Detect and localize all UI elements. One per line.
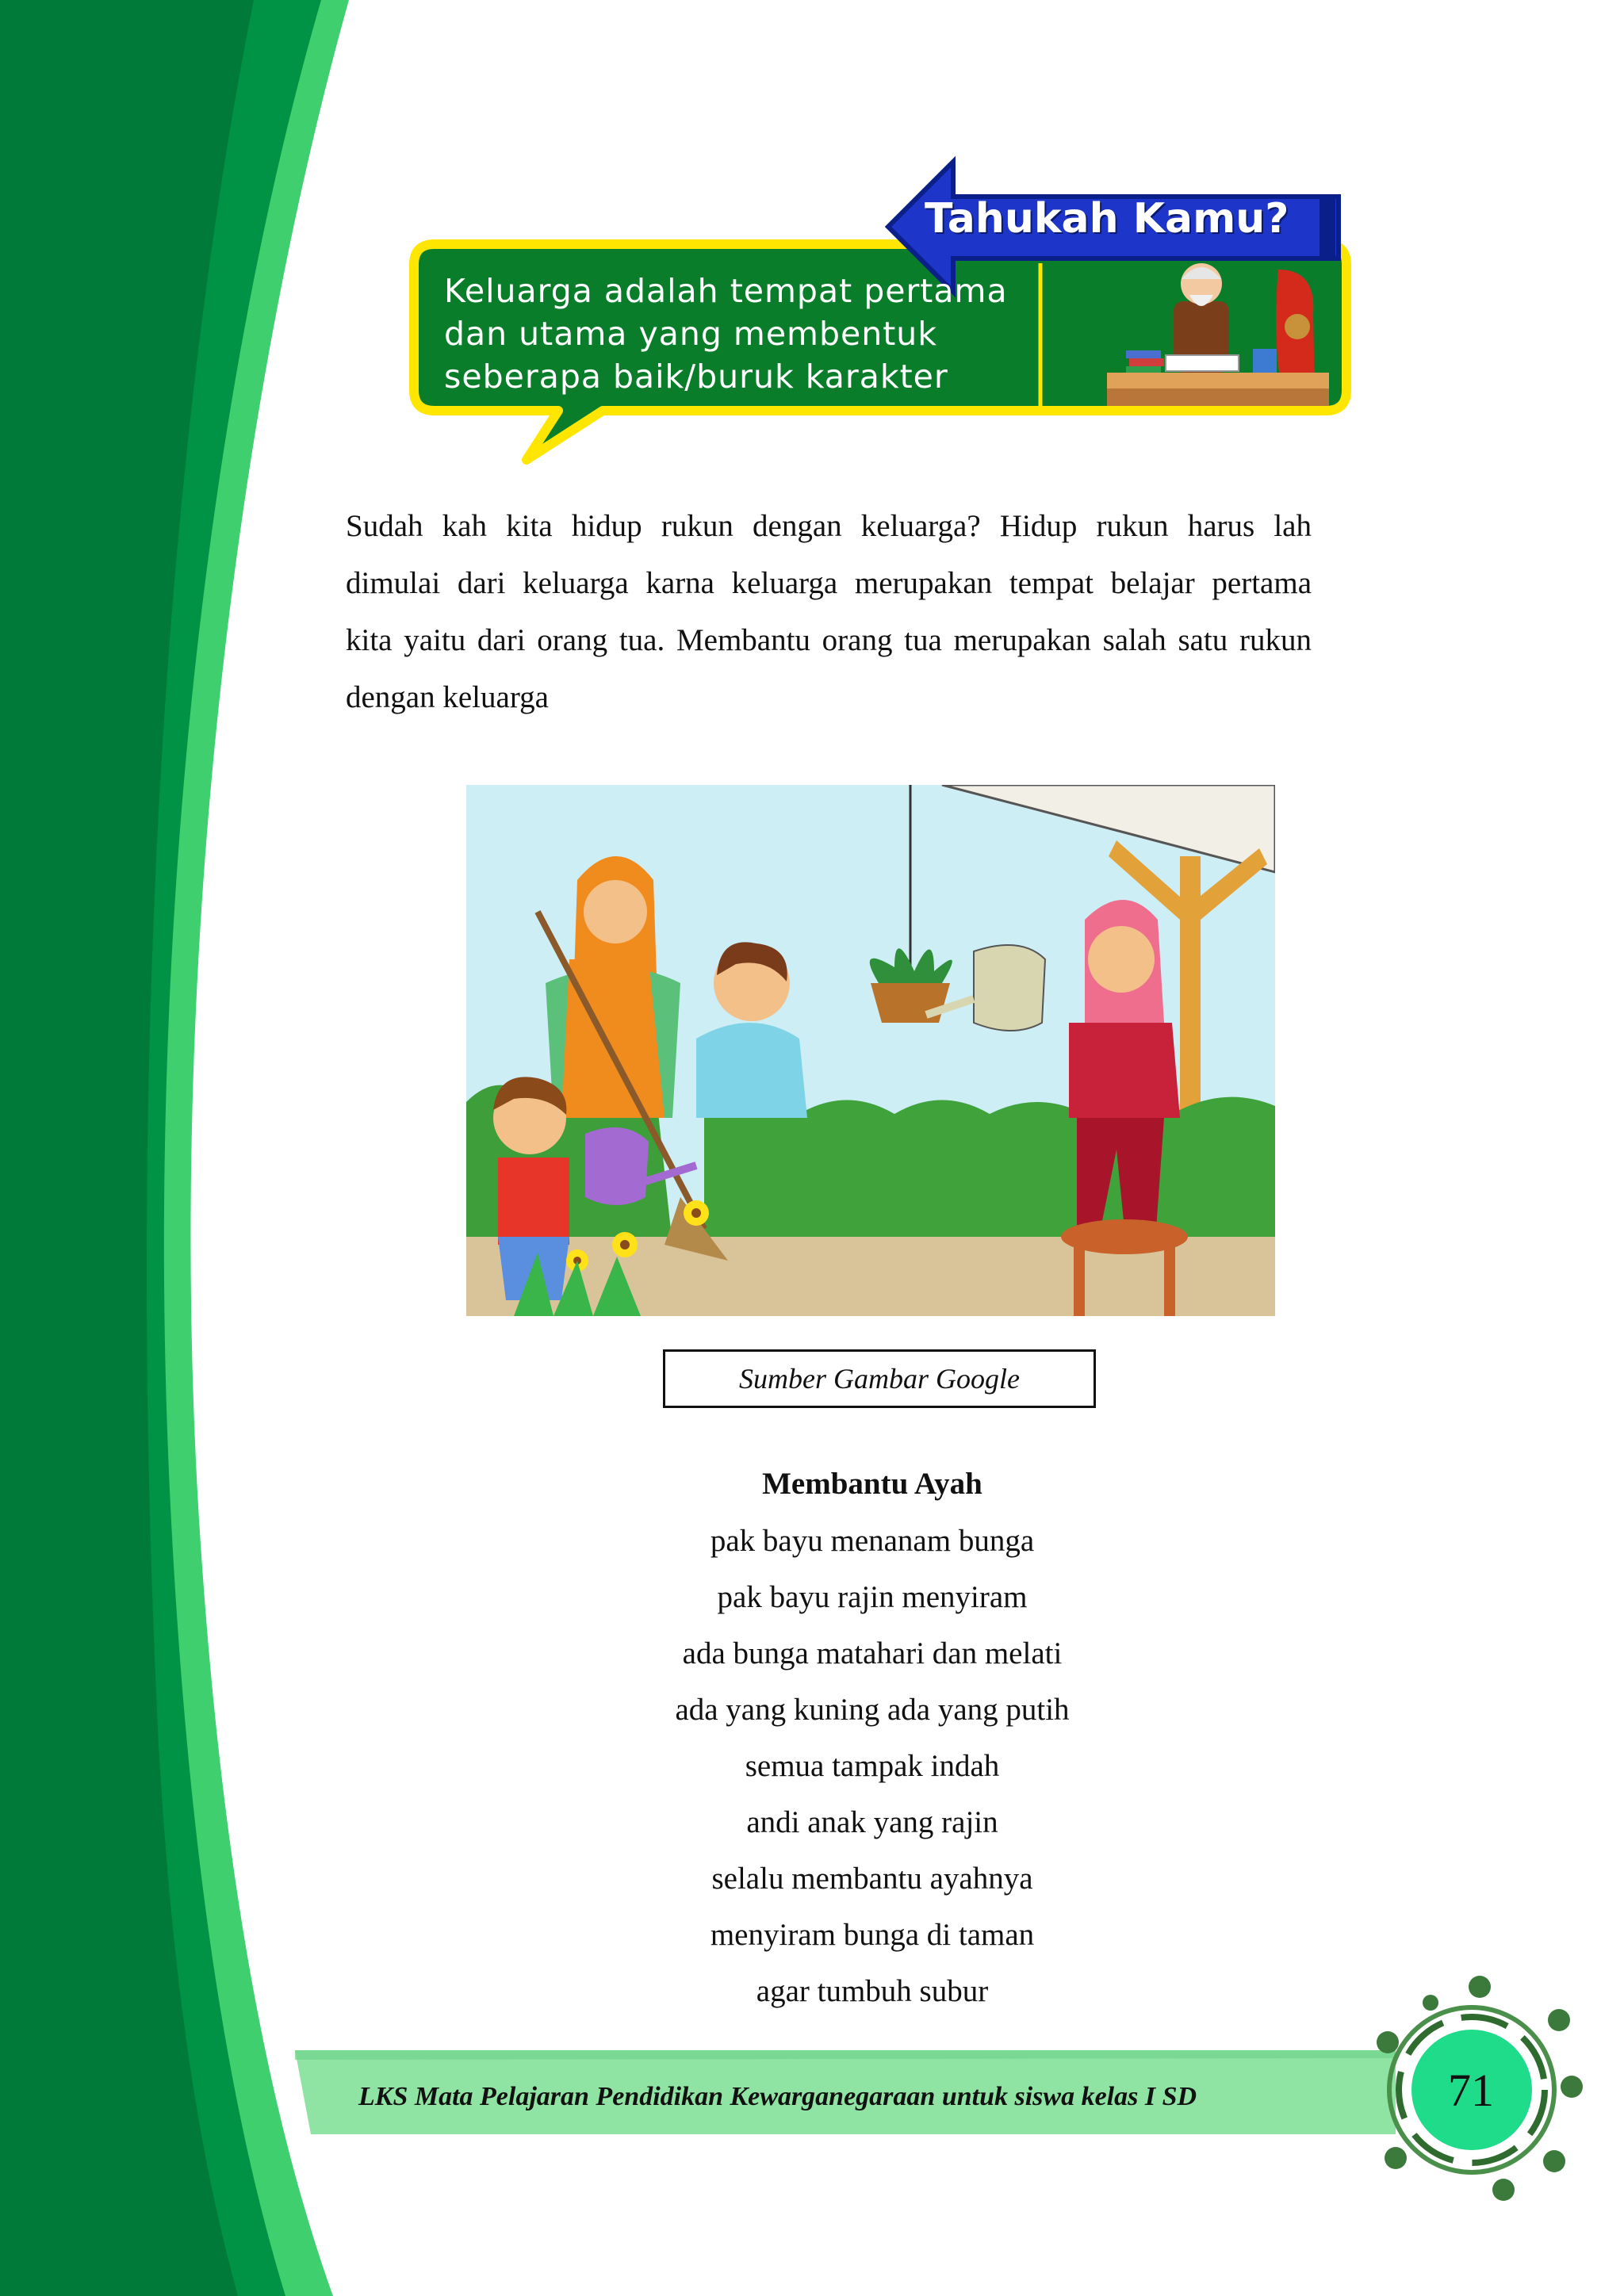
intro-line: dengan keluarga: [346, 680, 549, 714]
poem-line: pak bayu rajin menyiram: [717, 1580, 1028, 1614]
poem-line: agar tumbuh subur: [756, 1974, 989, 2008]
footer-band-edge: [295, 2050, 1396, 2060]
intro-line: Sudah kah kita hidup rukun dengan keluarga? Hidup rukun harus lah: [346, 509, 1312, 543]
poem-line: menyiram bunga di taman: [710, 1918, 1035, 1952]
image-source-caption: Sumber Gambar Google: [663, 1349, 1096, 1408]
intro-line: kita yaitu dari orang tua. Membantu orang tua merupakan salah satu rukun: [346, 623, 1312, 657]
poem-line: ada bunga matahari dan melati: [682, 1636, 1063, 1670]
tip-box-line: seberapa baik/buruk karakter: [444, 358, 948, 396]
tip-box-line: dan utama yang membentuk: [444, 315, 938, 353]
tip-box-line: Keluarga adalah tempat pertama: [444, 272, 1008, 310]
intro-paragraph: [346, 498, 1312, 726]
footer-book-title: LKS Mata Pelajaran Pendidikan Kewarganegaraan untuk siswa kelas I SD: [358, 2082, 1197, 2111]
intro-line: dimulai dari keluarga karna keluarga merupakan tempat belajar pertama: [346, 566, 1312, 600]
poem-line: andi anak yang rajin: [746, 1805, 998, 1839]
poem-line: ada yang kuning ada yang putih: [675, 1693, 1070, 1727]
poem-line: semua tampak indah: [745, 1749, 1000, 1783]
poem: [476, 1456, 1269, 2019]
page-number: 71: [1448, 2064, 1494, 2116]
poem-line: pak bayu menanam bunga: [710, 1524, 1035, 1558]
poem-title: Membantu Ayah: [762, 1467, 982, 1501]
tip-box-text: [444, 270, 1031, 398]
poem-line: selalu membantu ayahnya: [711, 1862, 1033, 1896]
tip-box-title: Tahukah Kamu?: [925, 195, 1289, 243]
family-gardening-illustration: [466, 785, 1275, 1316]
